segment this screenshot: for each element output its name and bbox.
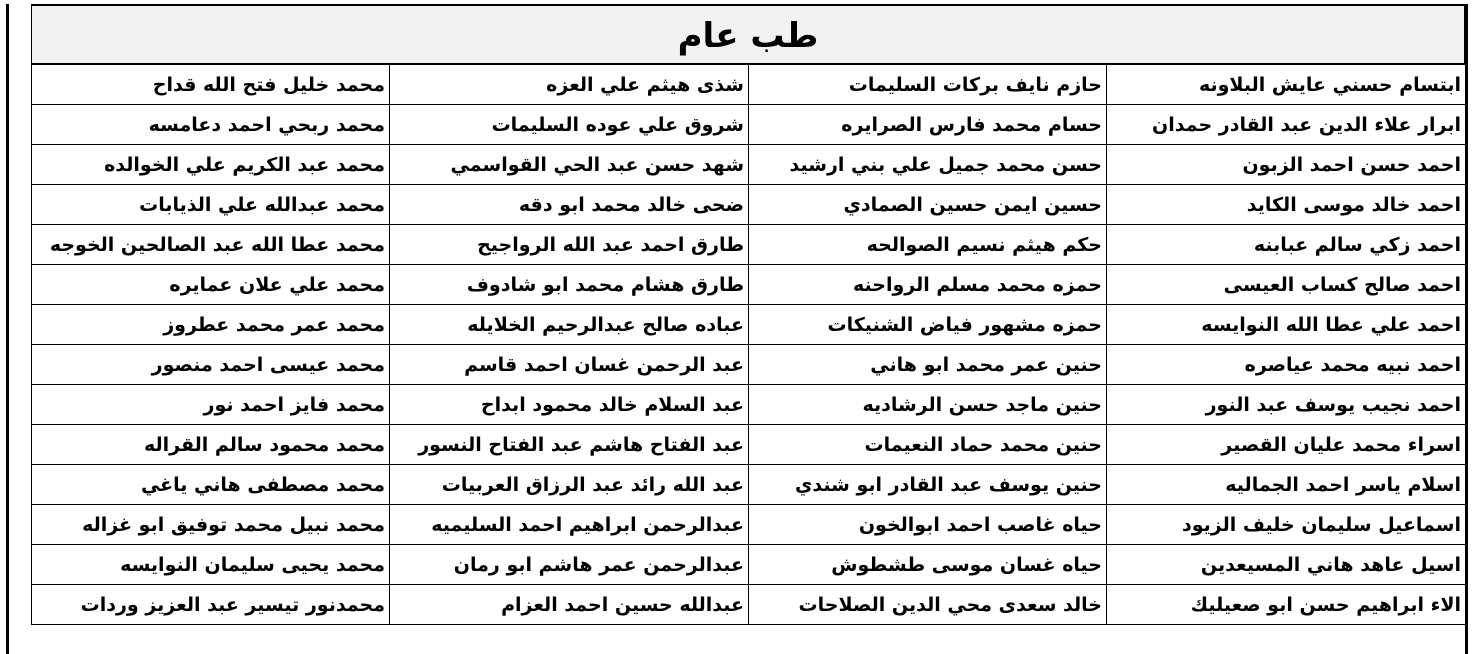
table-row xyxy=(32,225,1466,265)
name-cell: محمد عيسى احمد منصور xyxy=(32,345,390,385)
name-cell: حمزه محمد مسلم الرواحنه xyxy=(749,265,1107,305)
name-cell: محمد ربحي احمد دعامسه xyxy=(32,105,390,145)
name-cell: حياه غاصب احمد ابوالخون xyxy=(749,505,1107,545)
name-cell: احمد زكي سالم عبابنه xyxy=(1107,225,1466,265)
document-page xyxy=(6,4,1468,654)
table-row xyxy=(32,185,1466,225)
name-cell: ابرار علاء الدين عبد القادر حمدان xyxy=(1107,105,1466,145)
name-cell: محمد عبد الكريم علي الخوالده xyxy=(32,145,390,185)
table-row xyxy=(32,505,1466,545)
name-cell: احمد صالح كساب العيسى xyxy=(1107,265,1466,305)
name-cell: محمد مصطفى هاني ياغي xyxy=(32,465,390,505)
name-cell: محمد عطا الله عبد الصالحين الخوجه xyxy=(32,225,390,265)
name-cell: محمد محمود سالم القراله xyxy=(32,425,390,465)
name-cell: محمد نبيل محمد توفيق ابو غزاله xyxy=(32,505,390,545)
name-cell: حياه غسان موسى طشطوش xyxy=(749,545,1107,585)
name-cell: محمدنور تيسير عبد العزيز وردات xyxy=(32,585,390,625)
names-table xyxy=(31,64,1466,625)
table-row xyxy=(32,345,1466,385)
table-row xyxy=(32,585,1466,625)
name-cell: اسيل عاهد هاني المسيعدين xyxy=(1107,545,1466,585)
name-cell: حمزه مشهور فياض الشنيكات xyxy=(749,305,1107,345)
name-cell: عبد الله رائد عبد الرزاق العربيات xyxy=(390,465,749,505)
table-row xyxy=(32,105,1466,145)
name-cell: عبد الرحمن غسان احمد قاسم xyxy=(390,345,749,385)
name-cell: حنين يوسف عبد القادر ابو شندي xyxy=(749,465,1107,505)
name-cell: محمد عبدالله علي الذيابات xyxy=(32,185,390,225)
name-cell: ضحى خالد محمد ابو دقه xyxy=(390,185,749,225)
name-cell: محمد عمر محمد عطروز xyxy=(32,305,390,345)
name-cell: احمد نبيه محمد عياصره xyxy=(1107,345,1466,385)
name-cell: عبدالرحمن عمر هاشم ابو رمان xyxy=(390,545,749,585)
name-cell: محمد يحيى سليمان النوايسه xyxy=(32,545,390,585)
name-cell: محمد فايز احمد نور xyxy=(32,385,390,425)
table-row xyxy=(32,65,1466,105)
name-cell: عبدالله حسين احمد العزام xyxy=(390,585,749,625)
name-cell: شهد حسن عبد الحي القواسمي xyxy=(390,145,749,185)
name-cell: احمد خالد موسى الكايد xyxy=(1107,185,1466,225)
name-cell: الاء ابراهيم حسن ابو صعيليك xyxy=(1107,585,1466,625)
name-cell: محمد علي علان عمايره xyxy=(32,265,390,305)
table-row xyxy=(32,545,1466,585)
table-row xyxy=(32,385,1466,425)
name-cell: ابتسام حسني عايش البلاونه xyxy=(1107,65,1466,105)
name-cell: عبدالرحمن ابراهيم احمد السليميه xyxy=(390,505,749,545)
name-cell: احمد نجيب يوسف عبد النور xyxy=(1107,385,1466,425)
name-cell: عبد الفتاح هاشم عبد الفتاح النسور xyxy=(390,425,749,465)
table-row xyxy=(32,305,1466,345)
name-cell: حسن محمد جميل علي بني ارشيد xyxy=(749,145,1107,185)
name-cell: محمد خليل فتح الله قداح xyxy=(32,65,390,105)
page-title: طب عام xyxy=(677,15,819,56)
name-cell: شروق علي عوده السليمات xyxy=(390,105,749,145)
name-cell: حنين ماجد حسن الرشاديه xyxy=(749,385,1107,425)
title-box xyxy=(31,4,1465,64)
name-cell: حازم نايف بركات السليمات xyxy=(749,65,1107,105)
name-cell: حنين محمد حماد النعيمات xyxy=(749,425,1107,465)
name-cell: حسين ايمن حسين الصمادي xyxy=(749,185,1107,225)
table-row xyxy=(32,145,1466,185)
name-cell: اسلام ياسر احمد الجماليه xyxy=(1107,465,1466,505)
names-table-body xyxy=(32,65,1466,625)
name-cell: اسماعيل سليمان خليف الزيود xyxy=(1107,505,1466,545)
name-cell: شذى هيثم علي العزه xyxy=(390,65,749,105)
name-cell: حسام محمد فارس الصرايره xyxy=(749,105,1107,145)
table-row xyxy=(32,265,1466,305)
name-cell: حنين عمر محمد ابو هاني xyxy=(749,345,1107,385)
name-cell: حكم هيثم نسيم الصوالحه xyxy=(749,225,1107,265)
name-cell: طارق احمد عبد الله الرواجيح xyxy=(390,225,749,265)
name-cell: اسراء محمد عليان القصير xyxy=(1107,425,1466,465)
name-cell: احمد حسن احمد الزبون xyxy=(1107,145,1466,185)
name-cell: عباده صالح عبدالرحيم الخلايله xyxy=(390,305,749,345)
name-cell: طارق هشام محمد ابو شادوف xyxy=(390,265,749,305)
name-cell: احمد علي عطا الله النوايسه xyxy=(1107,305,1466,345)
table-row xyxy=(32,465,1466,505)
name-cell: خالد سعدى محي الدين الصلاحات xyxy=(749,585,1107,625)
table-row xyxy=(32,425,1466,465)
name-cell: عبد السلام خالد محمود ابداح xyxy=(390,385,749,425)
